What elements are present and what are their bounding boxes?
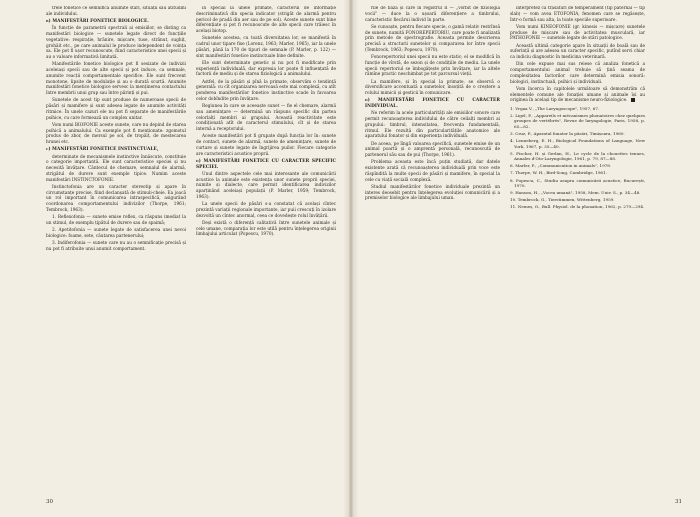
paragraph: Regiunea în care se aceeaște sunet — fie el chemare, alarmă sau amenințare — determină un răspuns specific din partea celorlalți membri ai grupului. Această reactivitate este condiționată atît de caracterul stimulului, cît și de starea internă a receptorului.	[196, 104, 336, 132]
paragraph: 3. Indiferofonia — sunete care nu au o semnificație precisă și nu pot fi atribuite unui anumit comportament.	[46, 241, 186, 252]
paragraph: Această ultimă categorie apare în situații de boală sau de suferință și are adesea un caracter specific, putînd servi chiar ca indiciu diagnostic în medicina veterinară.	[510, 43, 645, 60]
end-mark-icon	[631, 98, 635, 102]
paragraph: Fonorepertoriul unei specii nu este static; el se modifică în funcție de vîrstă, de sezon și de condițiile de mediu. La unele specii repertoriul se îmbogățește prin învățare, iar la altele rămîne practic neschimbat pe tot parcursul vieții.	[365, 55, 500, 78]
right-column-1	[365, 6, 500, 476]
paragraph: Sunetele de acest tip sunt produse de numeroase specii de păsări și mamifere și sunt adesea legate de anumite activități ritmice. În unele cazuri ele nu pot fi separate de manifestările psihice, cu care formează un complex unitar.	[46, 98, 186, 121]
paragraph: determinate de mecanismele instinctive înnăscute, constituie o categorie importantă. Ele sunt caracteristice speciei și nu necesită învățare. Cântecul de chemare, semnalul de alarmă, strigătul de durere sunt exemple tipice. Numim aceste manifestări INSTINCTOFONIE.	[46, 154, 186, 183]
paragraph: La mamifere, și în special la primate, se observă o diversificare accentuată a sunetelor, însoțită de o creștere a rolului mimicii și gesticii în comunicare.	[365, 79, 500, 96]
paragraph: trele fonetice ce semnifică anumite stări, situații sau atitudini ale individului.	[46, 6, 186, 17]
reference-item: 1. Vrgaa V., „The Laryngoscope", 1957, 67.	[510, 105, 600, 111]
paragraph: De aceea, pe lîngă valoarea specifică, sunetele emise de un animal poartă și o amprentă personală, recunoscută de partenerul său sau de pui (Thorpe, 1961).	[365, 141, 500, 158]
left-column-1	[46, 6, 186, 476]
reference-item: 5. Fischer, H. și Gerlan, H., Le cycle de la chouettes tenues, Annales d'Oto-Laryngologie, 1961, p. 79, 87—88.	[510, 150, 645, 162]
reference-item: 8. Popescu, C., Studiu asupra comunicării acustice, București, 1970.	[510, 177, 645, 189]
paragraph: Problema aceasta este încă puțin studiată, dar datele existente arată că recunoașterea individuală prin voce este răspîndită la multe specii de păsări și mamifere, în special la cele cu viață socială complexă.	[365, 160, 500, 183]
section-heading: d) MANIFESTĂRI FONETICE CU CARACTER INDIVIDUAL.	[365, 98, 500, 109]
paragraph: 1. Reflexofonia — sunete emise reflex, ca răspuns imediat la un stimul, de exemplu țipătul de durere sau de spaimă;	[46, 215, 186, 226]
paragraph: Studiul manifestărilor fonetice individuale prezintă un interes deosebit pentru înțelegerea evoluției comunicării și a premiselor biologice ale limbajului uman.	[365, 184, 500, 202]
paragraph: Sunetele acestea, cu toată diversitatea lor, se manifestă în cadrul unor tipare fixe (Lorenz, 1963; Marler, 1965), iar la unele păsări, până la 170 de tipuri de semnale (P. Marler, p. 122) — sint manifestări fonetice instinctuale bine definite.	[196, 36, 336, 59]
paragraph: 2. Apetitofonia — sunete legate de satisfacerea unei nevoi biologice: foame, sete, căutarea partenerului;	[46, 228, 186, 239]
left-column-2	[196, 6, 336, 476]
paragraph: Vom numi BIOFONIE aceste sunete, care nu depind de starea psihică a animalului. Ca exemple pot fi menționate: zgomotul produs de zbor, de mersul pe sol, de tropăit, de mestecarea hranei etc.	[46, 122, 186, 145]
reference-item: 3. Cruz, P., Aparatul fonator la păsări, Timișoara, 1960.	[510, 130, 625, 136]
paragraph: La unele specii de păsări s-a constatat că același cîntec prezintă variații regionale importante, iar puii crescuți în izolare dezvoltă un cîntec anormal, ceea ce dovedește rolul învățării.	[196, 202, 336, 219]
section-heading: b) MANIFESTĂRI FONETICE BIOLOGICE.	[46, 19, 149, 24]
paragraph: rile de bază și care în registrul II — „vorbit de fiziologia vocii" — duce la o ușoară diferențiere a timbrului, caracteristic fiecărui individ în parte.	[365, 6, 500, 23]
paragraph: Aceste manifestări pot fi grupate după funcția lor în: sunete de contact, sunete de alarmă, sunete de amenințare, sunete de curtare și sunete legate de îngrijirea puilor. Fiecare categorie are caracteristici acustice proprii.	[196, 134, 336, 157]
paragraph: Astfel, de la păsări și pînă la primate, observăm o tendință generală: cu cît organizarea nervoasă este mai complexă, cu atît ponderea manifestărilor fonetice instinctive scade în favoarea celor dobîndite prin învățare.	[196, 79, 336, 102]
reference-item: 7. Thorpe, W. H., Bird-Song, Cambridge, 1961.	[510, 170, 607, 176]
right-column-2	[510, 6, 645, 476]
paragraph: Vom încerca în capitolele următoare să demonstrăm că elementele comune ale fonației umane și animale își au originea în același tip de mecanisme neuro-fiziologice.	[510, 86, 645, 104]
paragraph: Vom numi KINEOFONIE (gr. kinesis — mișcare) sunetele produse de mișcare sau de activitatea musculară, iar PATHOFONIE — sunetele legate de stări patologice.	[510, 24, 645, 42]
paragraph: Unul dintre aspectele cele mai interesante ale comunicării acustice la animale este existența unor sunete proprii speciei, numite și dialecte, care permit identificarea indivizilor aparținând aceleiași populații (P. Marler, 1959; Tembrock, 1963).	[196, 171, 336, 200]
page-number-left: 30	[46, 499, 53, 505]
left-page	[0, 0, 349, 517]
reference-item: 10. Tembrock, G., Tierstimmen, Wittenberg, 1959.	[510, 197, 615, 203]
page-number-right: 31	[675, 499, 682, 505]
section-heading: d) MANIFESTĂRI FONETICE CU CARACTER SPECIFIC SPECIEI.	[196, 158, 336, 170]
right-page-columns	[365, 6, 645, 476]
paragraph: interpretez ca trăsături de temperament (tip paternal — tip slab) — vom avea ETOFONIA, fenomen care se regăsește, într-o formă sau alta, la toate speciile superioare.	[510, 6, 645, 23]
paragraph: Instinctofonia are un caracter stereotip și apare în circumstanțe precise, fiind declanșată de stimuli-cheie. Ea joacă un rol important în comunicarea intraspecifică, asigurând coordonarea comportamentului indivizilor (Thorpe, 1961; Tembrock, 1963).	[46, 184, 186, 213]
section-heading: c) MANIFESTĂRI FONETICE INSTINCTUALE,	[46, 147, 159, 153]
reference-item: 11. Nemeș, O., Bull. Physiol. de la phonation, 1962, p. 279—294.	[510, 204, 645, 210]
left-page-columns	[46, 6, 336, 476]
reference-item: 6. Marler, P., „Communication in animals", 1978.	[510, 163, 612, 169]
reference-item: 2. Ligel, P., „Appareils et mécanismes phonatoires chez quelques groupes de vertébrés", Revue de laryngologie, Paris, 1958, p. 65—82.	[510, 112, 645, 129]
reference-item: 4. Lenneberg, E. H., Biological Foundations of Language, New York, 1967, p. 35—40.	[510, 137, 645, 149]
paragraph: în special la unele primate, caracterul de informație descriminativă din specia indicator (strigăt de alarmă pentru pericol de pradă din aer sau de pe sol). Aceste sunete sunt bine diferențiate și pot fi recunoscute de alte specii care trăiesc în același biotop.	[196, 6, 336, 34]
right-page	[353, 0, 700, 517]
paragraph: Se cunoaște, pentru fiecare specie, o gamă relativ restrînsă de sunete, numită FONOREPERTORIU, care poate fi analizată prin metode de spectrografie. Aceasta permite descrierea precisă a structurii sunetelor și compararea lor între specii (Tembrock, 1963; Popescu, 1970).	[365, 24, 500, 53]
paragraph: Deși există o diferență calitativă între sunetele animale și cele umane, comparația lor este utilă pentru înțelegerea originii limbajului articulat (Popescu, 1970).	[196, 220, 336, 238]
reference-item: 9. Hanson, H., „Vocea umană", 1958, Mem. Univ. S., p. 34—48.	[510, 190, 641, 196]
paragraph: Manifestările fonetice biologice pot fi sesizate de indivizii aceleiași specii sau de alte specii și pot induce, ca semnale, anumite reacții comportamentale specifice. Ele sunt frecvent monotone, lipsite de modulație și au o durată scurtă. Anumite manifestări fonetice biologice servesc la menținerea contactului între membrii unui grup sau între părinți și pui.	[46, 62, 186, 96]
paragraph: Ne referim la acele particularități ale emisiilor sonore care permit recunoașterea individului de către ceilalți membri ai grupului: timbrul, intensitatea, frecvența fundamentală, ritmul. Ele rezultă din particularitățile anatomice ale aparatului fonator și din experiența individuală.	[365, 111, 500, 140]
paragraph: Ele sunt determinate genetic și nu pot fi modificate prin experiență individuală, dar expresia lor poate fi influențată de factorii de mediu și de starea fiziologică a animalului.	[196, 60, 336, 78]
paragraph: Din cele expuse mai sus reiese că analiza fonetică a comportamentului animal trebuie să țină seama de complexitatea factorilor care determină emisia sonoră: biologici, instinctuali, psihici și individuali.	[510, 62, 645, 85]
paragraph: În funcție de parametrii spectrali ai emisiilor, se disting ca manifestări biologice — sunetele legate direct de funcțiile vegetative: respirație, hrănire, mișcare, tuse, strănut, sughiț, grohăit etc., pe care animalul le produce independent de voința sa. Ele pot fi ușor recunoscute, fiind caracteristice unei specii și au o valoare informativă limitată.	[46, 26, 186, 60]
